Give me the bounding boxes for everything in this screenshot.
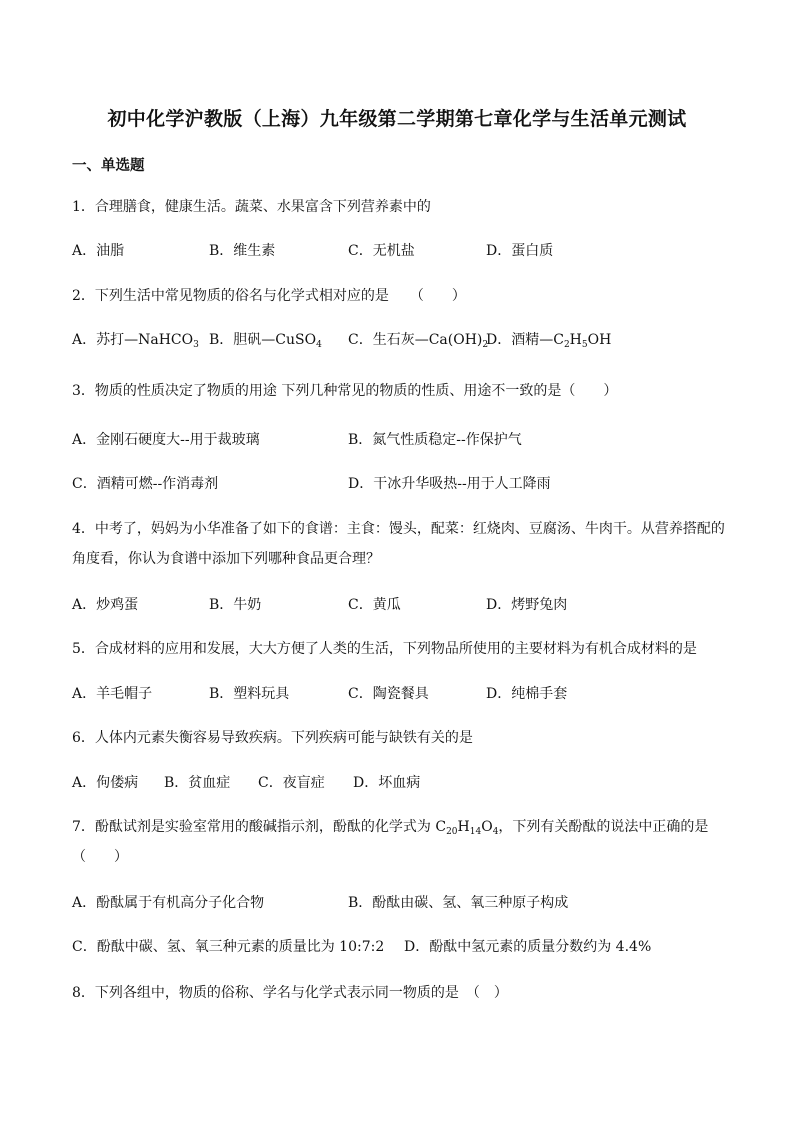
question-4-option-b: B．牛奶	[209, 597, 262, 613]
question-2-option-b: B．胆矾—CuSO$_4$	[209, 332, 322, 350]
question-1-option-a: A．油脂	[72, 243, 125, 259]
question-3-option-c: C．酒精可燃--作消毒剂	[72, 476, 219, 492]
page-title: 初中化学沪教版（上海）九年级第二学期第七章化学与生活单元测试	[107, 108, 687, 130]
question-7-option-c: C．酚酞中碳、氢、氧三种元素的质量比为 10:7:2	[72, 939, 385, 955]
question-7-option-a: A．酚酞属于有机高分子化合物	[72, 895, 265, 911]
question-6-stem: 6．人体内元素失衡容易导致疾病。下列疾病可能与缺铁有关的是	[72, 730, 473, 746]
question-2-option-a: A．苏打—NaHCO$_3$	[72, 332, 199, 350]
question-8-stem: 8．下列各组中，物质的俗称、学名与化学式表示同一物质的是 （ ）	[72, 985, 508, 1001]
question-5-option-c: C．陶瓷餐具	[348, 686, 429, 702]
question-6-option-b: B．贫血症	[164, 775, 231, 791]
question-1-option-b: B．维生素	[209, 243, 276, 259]
question-5-option-b: B．塑料玩具	[209, 686, 290, 702]
question-3-stem: 3．物质的性质决定了物质的用途 下列几种常见的物质的性质、用途不一致的是（ ）	[72, 383, 618, 399]
question-6-option-c: C．夜盲症	[258, 775, 325, 791]
question-5-stem: 5．合成材料的应用和发展，大大方便了人类的生活，下列物品所使用的主要材料为有机合成材料的是	[72, 641, 697, 657]
question-2-stem: 2．下列生活中常见物质的俗名与化学式相对应的是 （ ）	[72, 288, 466, 304]
question-3-option-a: A．金刚石硬度大--用于裁玻璃	[72, 432, 260, 448]
question-4-option-a: A．炒鸡蛋	[72, 597, 139, 613]
question-5-option-a: A．羊毛帽子	[72, 686, 153, 702]
section-heading: 一、单选题	[72, 158, 145, 174]
question-7-option-d: D．酚酞中氢元素的质量分数约为 4.4%	[404, 939, 652, 955]
question-5-option-d: D．纯棉手套	[486, 686, 568, 702]
question-1-option-d: D．蛋白质	[486, 243, 554, 259]
question-6-option-a: A．佝偻病	[72, 775, 139, 791]
question-2-option-c: C．生石灰$—Ca(OH)_2$	[348, 332, 489, 350]
question-6-option-d: D．坏血病	[353, 775, 421, 791]
question-7-answer-parentheses: （ ）	[72, 849, 128, 865]
question-4-option-d: D．烤野兔肉	[486, 597, 568, 613]
question-7-option-b: B．酚酞由碳、氢、氧三种原子构成	[348, 895, 569, 911]
question-4-option-c: C．黄瓜	[348, 597, 401, 613]
question-3-option-d: D．干冰升华吸热--用于人工降雨	[348, 476, 551, 492]
question-1-stem: 1．合理膳食，健康生活。蔬菜、水果富含下列营养素中的	[72, 199, 431, 215]
question-7-stem: 7．酚酞试剂是实验室常用的酸碱指示剂，酚酞的化学式为 $C_{20}H_{14}O_4$，下列有关酚酞的说法中正确的是	[72, 819, 709, 837]
question-1-option-c: C．无机盐	[348, 243, 415, 259]
question-4-stem-line-2: 角度看，你认为食谱中添加下列哪种食品更合理？	[72, 551, 380, 567]
question-2-option-d: D．酒精$—C_2H_5OH$	[486, 332, 612, 350]
question-4-stem-line-1: 4．中考了，妈妈为小华准备了如下的食谱：主食：馒头，配菜：红烧肉、豆腐汤、牛肉干。从营养搭配的	[72, 521, 725, 537]
question-3-option-b: B．氮气性质稳定--作保护气	[348, 432, 522, 448]
